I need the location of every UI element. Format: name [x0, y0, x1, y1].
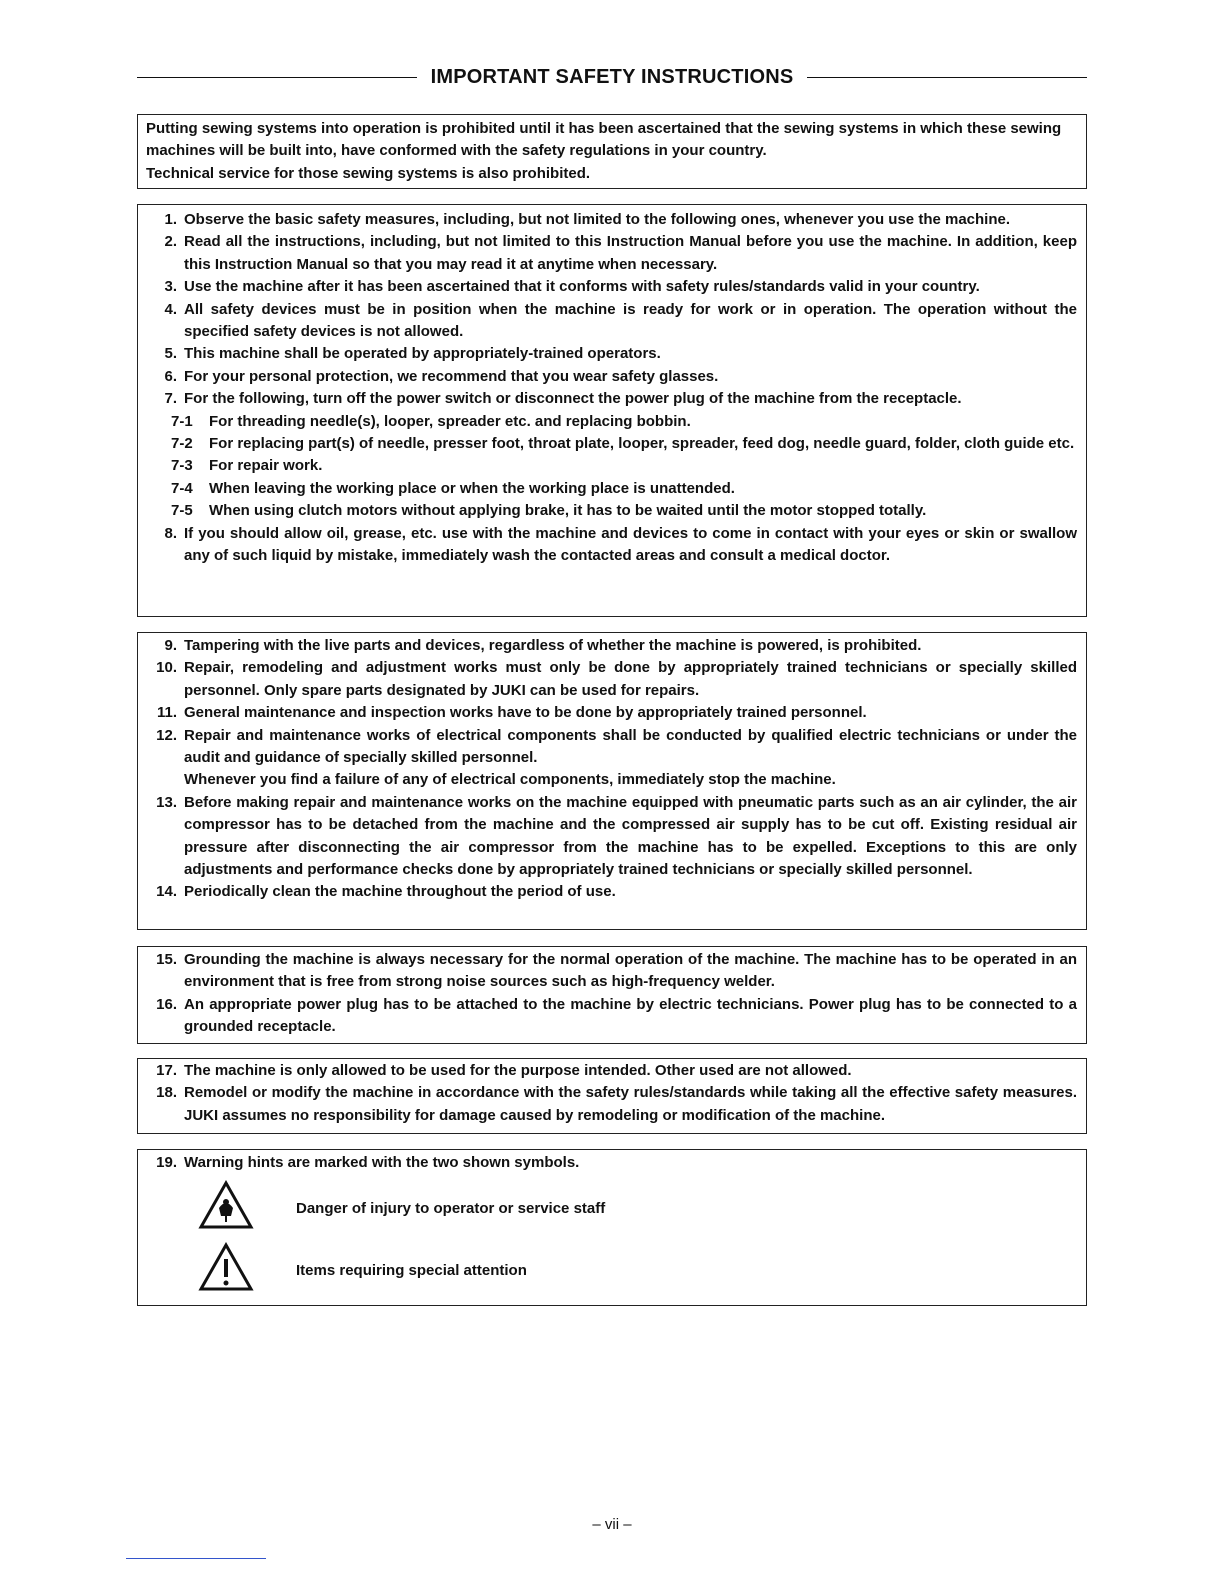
list-item: 11. General maintenance and inspection works have to be done by appropriately trained personnel.: [156, 704, 867, 722]
list-item: 17. The machine is only allowed to be used for the purpose intended. Other used are not allowed.: [156, 1062, 852, 1079]
list-item: 12. Repair and maintenance works of electrical components shall be conducted by qualified electric technicians or under the audit and guidance of specially skilled personnel.: [156, 726, 1077, 767]
list-item: 9. Tampering with the live parts and devices, regardless of whether the machine is powered, is prohibited.: [164, 637, 922, 654]
intended-use-box: [137, 1058, 1087, 1134]
list-item: 14. Periodically clean the machine throughout the period of use.: [156, 883, 616, 901]
page-title: IMPORTANT SAFETY INSTRUCTIONS: [430, 65, 794, 88]
sub-list-item: 7-3 For repair work.: [171, 457, 323, 475]
page-number: – vii –: [592, 1516, 632, 1533]
list-item: 3. Use the machine after it has been ascertained that it conforms with safety rules/standards valid in your country.: [164, 278, 980, 296]
general-safety-box: [137, 204, 1087, 617]
notice-paragraph: Technical service for those sewing systems is also prohibited.: [146, 164, 591, 182]
maintenance-safety-box: [137, 632, 1087, 930]
caution-symbol-label: Items requiring special attention: [296, 1262, 527, 1279]
list-item: 19. Warning hints are marked with the two shown symbols.: [156, 1154, 580, 1171]
list-item: 4. All safety devices must be in position when the machine is ready for work or in operation. The operation without the specified safety devices is not allowed.: [164, 300, 1077, 341]
list-item: 2. Read all the instructions, including, but not limited to this Instruction Manual before you use the machine. In addition, keep this Instruction Manual so that you may read it at anytime when necessary.: [164, 233, 1077, 273]
sub-list-item: 7-4 When leaving the working place or when the working place is unattended.: [171, 479, 735, 497]
notice-paragraph: Putting sewing systems into operation is prohibited until it has been ascertained that the sewing systems in which these sewing machines will be built into, have conformed with the safety regulations in your country.: [146, 120, 1062, 160]
list-item: 10. Repair, remodeling and adjustment works must only be done by appropriately trained technicians or specially skilled personnel. Only spare parts designated by JUKI can be used for repairs.: [156, 659, 1077, 699]
list-item: 15. Grounding the machine is always necessary for the normal operation of the machine. The machine has to be operated in an environment that is free from strong noise sources such as high-frequency welder.: [156, 951, 1077, 991]
list-item: 7. For the following, turn off the power switch or disconnect the power plug of the machine from the receptacle.: [164, 390, 962, 408]
list-item: 5. This machine shall be operated by appropriately-trained operators.: [164, 345, 661, 363]
header-rule-left: [137, 77, 417, 78]
sub-list-item: 7-1 For threading needle(s), looper, spreader etc. and replacing bobbin.: [171, 412, 691, 430]
list-item: 1. Observe the basic safety measures, including, but not limited to the following ones, whenever you use the machine.: [164, 211, 1011, 228]
danger-of-injury-warning-icon: [198, 1180, 254, 1230]
page-header: [137, 64, 1087, 90]
list-item-continuation: Whenever you find a failure of any of electrical components, immediately stop the machine.: [184, 771, 836, 789]
list-item: 8. If you should allow oil, grease, etc. use with the machine and devices to come in contact with your eyes or skin or swallow any of such liquid by mistake, immediately wash the contacted areas and consult a medical doctor.: [164, 524, 1077, 565]
list-item: 18. Remodel or modify the machine in accordance with the safety rules/standards while taking all the effective safety measures. JUKI assumes no responsibility for damage caused by remodeling or modification of the machine.: [156, 1084, 1077, 1124]
grounding-safety-box: [137, 946, 1087, 1044]
caution-exclamation-icon: [198, 1242, 254, 1292]
list-item: 16. An appropriate power plug has to be attached to the machine by electric technicians. Power plug has to be connected to a grounded receptacle.: [156, 995, 1077, 1036]
danger-symbol-label: Danger of injury to operator or service staff: [296, 1200, 606, 1217]
prohibition-notice-box: [137, 114, 1087, 189]
sub-list-item: 7-5 When using clutch motors without applying brake, it has to be waited until the motor stopped totally.: [171, 502, 927, 520]
footnote-rule: [126, 1558, 266, 1559]
sub-list-item: 7-2 For replacing part(s) of needle, presser foot, throat plate, looper, spreader, feed dog, needle guard, folder, cloth guide etc.: [171, 435, 1075, 453]
warning-symbols-box: [137, 1149, 1087, 1306]
header-rule-right: [807, 77, 1087, 78]
list-item: 13. Before making repair and maintenance works on the machine equipped with pneumatic parts such as an air cylinder, the air compressor has to be detached from the machine and the compressed air supply has to be cut off. Existing residual air pressure after disconnecting the air compressor from the machine has to be expelled. Exceptions to this are only adjustments and performance checks done by appropriately trained technicians or specially skilled personnel.: [156, 793, 1077, 879]
list-item: 6. For your personal protection, we recommend that you wear safety glasses.: [164, 367, 719, 385]
